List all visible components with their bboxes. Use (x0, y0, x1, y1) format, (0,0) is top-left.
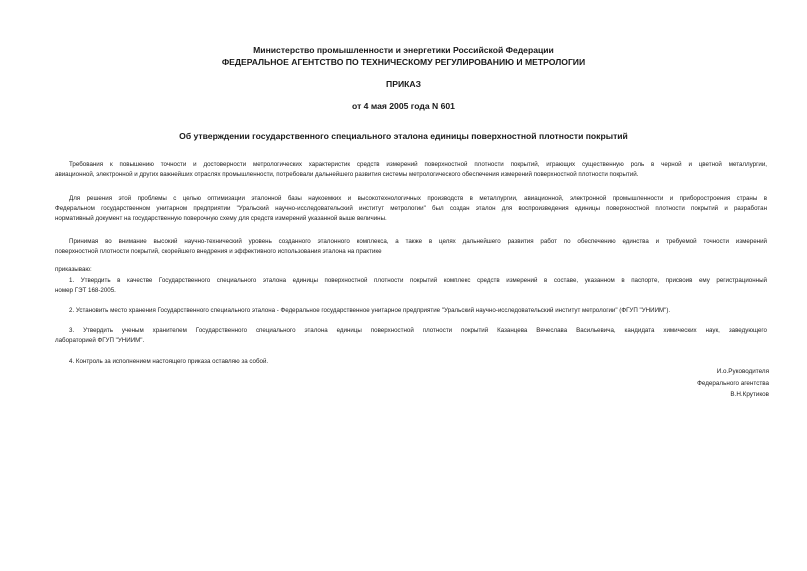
paragraph-2 (55, 194, 767, 224)
signature-organization: Федерального агентства (697, 379, 769, 387)
paragraph-1-line-1: Требования к повышению точности и достоверности метрологических характеристик средств измерений поверхностной плотности покрытий, играющих существенную роль в черной и цветной металлургии, (69, 161, 767, 168)
paragraph-1 (55, 160, 767, 180)
paragraph-3-line-1: Принимая во внимание высокий научно-технический уровень созданного эталонного комплекса, а также в целях дальнейшего развития работ по обеспечению единства и требуемой точности измерений (69, 238, 767, 245)
document-type: ПРИКАЗ (386, 79, 421, 89)
item-2-line-1: 2. Установить место хранения Государственного специального эталона - Федеральное государственное унитарное предприятие "Уральский научно-исследовательский институт метрологии" (ФГУП "УНИИМ"). (69, 307, 671, 314)
ministry-heading: Министерство промышленности и энергетики Российской Федерации (253, 45, 554, 55)
paragraph-3 (55, 237, 767, 257)
agency-heading: ФЕДЕРАЛЬНОЕ АГЕНТСТВО ПО ТЕХНИЧЕСКОМУ РЕГУЛИРОВАНИЮ И МЕТРОЛОГИИ (221, 57, 586, 67)
item-1-line-2: номер ГЭТ 168-2005. (55, 287, 116, 294)
order-word (55, 265, 767, 275)
order-word-text: приказываю: (55, 266, 92, 273)
item-3-line-2: лабораторией ФГУП "УНИИМ". (55, 337, 145, 344)
item-3-line-1: 3. Утвердить ученым хранителем Государственного специального эталона единицы поверхностной плотности покрытий Казанцева Вячеслава Васильевича, кандидата химических наук, заведующего (69, 327, 767, 334)
paragraph-2-line-2: Федеральном государственном унитарном предприятии "Уральский научно-исследовательский институт метрологии" был создан эталон для воспроизведения единицы поверхностной плотности покрытий и разработан (55, 205, 767, 212)
item-4-line-1: 4. Контроль за исполнением настоящего приказа оставляю за собой. (69, 358, 269, 365)
paragraph-2-line-1: Для решения этой проблемы с целью оптимизации эталонной базы наукоемких и высокотехнологичных производств в металлургии, авиационной, электронной промышленности и приборостроения страны в (69, 195, 767, 202)
item-1 (55, 276, 767, 296)
signature-name: В.Н.Крутиков (730, 391, 769, 398)
item-1-line-1: 1. Утвердить в качестве Государственного специального эталона единицы поверхностной плотности покрытий комплекс средств измерений в составе, указанном в паспорте, присвоив ему регистрационный (69, 277, 767, 284)
signature-position: И.о.Руководителя (716, 368, 769, 375)
item-2 (55, 306, 767, 316)
document-title: Об утверждении государственного специального эталона единицы поверхностной плотности покрытий (179, 131, 628, 141)
signature-block (697, 366, 769, 401)
item-3 (55, 326, 767, 346)
document-date-number: от 4 мая 2005 года N 601 (352, 101, 455, 111)
item-4 (55, 357, 767, 367)
paragraph-1-line-2: авиационной, электронной и других важнейших отраслях промышленности, потребовали дальнейшего развития системы метрологического обеспечения измерений поверхностной плотности покрытий. (55, 171, 639, 178)
paragraph-2-line-3: нормативный документ на государственную поверочную схему для средств измерений указанной выше величины. (55, 215, 387, 222)
paragraph-3-line-2: поверхностной плотности покрытий, скорейшего внедрения и эффективного использования эталона на практике (55, 248, 382, 255)
